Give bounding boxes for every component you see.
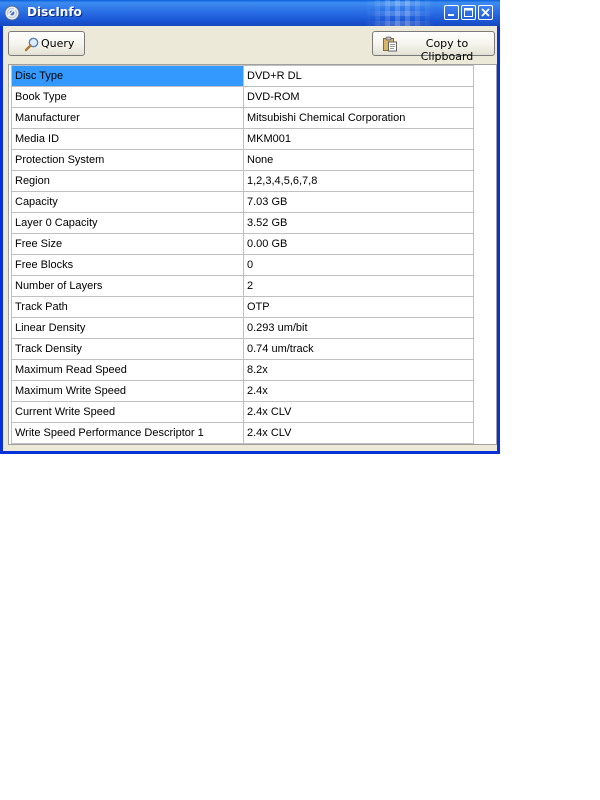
- disc-properties-grid[interactable]: [8, 64, 497, 445]
- property-value-cell[interactable]: 0.00 GB: [244, 234, 474, 255]
- property-value-cell[interactable]: 8.2x: [244, 360, 474, 381]
- table-row[interactable]: [12, 108, 474, 129]
- copy-button-label: Copy to Clipboard: [420, 37, 474, 63]
- property-name-cell[interactable]: Track Density: [12, 339, 244, 360]
- table-row[interactable]: [12, 234, 474, 255]
- property-value-cell[interactable]: 3.52 GB: [244, 213, 474, 234]
- table-row[interactable]: [12, 150, 474, 171]
- clipboard-icon: [382, 36, 398, 52]
- table-row[interactable]: [12, 318, 474, 339]
- table-row[interactable]: [12, 339, 474, 360]
- property-value-cell[interactable]: 2: [244, 276, 474, 297]
- property-name-cell[interactable]: Capacity: [12, 192, 244, 213]
- table-row[interactable]: [12, 423, 474, 444]
- property-name-cell[interactable]: Manufacturer: [12, 108, 244, 129]
- property-value-cell[interactable]: 0: [244, 255, 474, 276]
- query-button-label: Query: [41, 37, 75, 50]
- maximize-icon: [462, 6, 475, 19]
- title-bar-pattern: [365, 0, 435, 26]
- window-title: DiscInfo: [27, 5, 82, 19]
- copy-to-clipboard-button[interactable]: [372, 31, 495, 63]
- query-button[interactable]: [8, 31, 85, 56]
- table-row[interactable]: [12, 402, 474, 423]
- property-value-cell[interactable]: 1,2,3,4,5,6,7,8: [244, 171, 474, 192]
- table-row[interactable]: [12, 87, 474, 108]
- property-name-cell[interactable]: Layer 0 Capacity: [12, 213, 244, 234]
- table-row[interactable]: [12, 66, 474, 87]
- property-name-cell[interactable]: Region: [12, 171, 244, 192]
- property-value-cell[interactable]: Mitsubishi Chemical Corporation: [244, 108, 474, 129]
- property-value-cell[interactable]: 2.4x CLV: [244, 402, 474, 423]
- title-bar[interactable]: [0, 0, 500, 26]
- property-name-cell[interactable]: Free Blocks: [12, 255, 244, 276]
- table-row[interactable]: [12, 255, 474, 276]
- property-name-cell[interactable]: Disc Type: [12, 66, 244, 87]
- minimize-icon: [445, 6, 458, 19]
- property-value-cell[interactable]: MKM001: [244, 129, 474, 150]
- property-name-cell[interactable]: Number of Layers: [12, 276, 244, 297]
- close-icon: [479, 6, 492, 19]
- minimize-button[interactable]: [444, 5, 459, 20]
- property-value-cell[interactable]: None: [244, 150, 474, 171]
- close-button[interactable]: [478, 5, 493, 20]
- property-name-cell[interactable]: Media ID: [12, 129, 244, 150]
- maximize-button[interactable]: [461, 5, 476, 20]
- property-name-cell[interactable]: Linear Density: [12, 318, 244, 339]
- property-name-cell[interactable]: Maximum Read Speed: [12, 360, 244, 381]
- property-name-cell[interactable]: Protection System: [12, 150, 244, 171]
- property-value-cell[interactable]: DVD-ROM: [244, 87, 474, 108]
- table-row[interactable]: [12, 192, 474, 213]
- property-value-cell[interactable]: 0.74 um/track: [244, 339, 474, 360]
- search-icon: [24, 36, 40, 52]
- disc-icon[interactable]: [4, 5, 20, 21]
- property-value-cell[interactable]: 2.4x CLV: [244, 423, 474, 444]
- property-name-cell[interactable]: Write Speed Performance Descriptor 1: [12, 423, 244, 444]
- property-value-cell[interactable]: OTP: [244, 297, 474, 318]
- property-name-cell[interactable]: Book Type: [12, 87, 244, 108]
- property-name-cell[interactable]: Free Size: [12, 234, 244, 255]
- property-name-cell[interactable]: Track Path: [12, 297, 244, 318]
- table-row[interactable]: [12, 276, 474, 297]
- property-name-cell[interactable]: Current Write Speed: [12, 402, 244, 423]
- table-row[interactable]: [12, 171, 474, 192]
- properties-table: [11, 65, 474, 444]
- property-name-cell[interactable]: Maximum Write Speed: [12, 381, 244, 402]
- table-row[interactable]: [12, 297, 474, 318]
- property-value-cell[interactable]: 7.03 GB: [244, 192, 474, 213]
- discinfo-window: [0, 0, 500, 454]
- property-value-cell[interactable]: 0.293 um/bit: [244, 318, 474, 339]
- table-row[interactable]: [12, 129, 474, 150]
- property-value-cell[interactable]: 2.4x: [244, 381, 474, 402]
- table-row[interactable]: [12, 213, 474, 234]
- table-row[interactable]: [12, 381, 474, 402]
- property-value-cell[interactable]: DVD+R DL: [244, 66, 474, 87]
- table-row[interactable]: [12, 360, 474, 381]
